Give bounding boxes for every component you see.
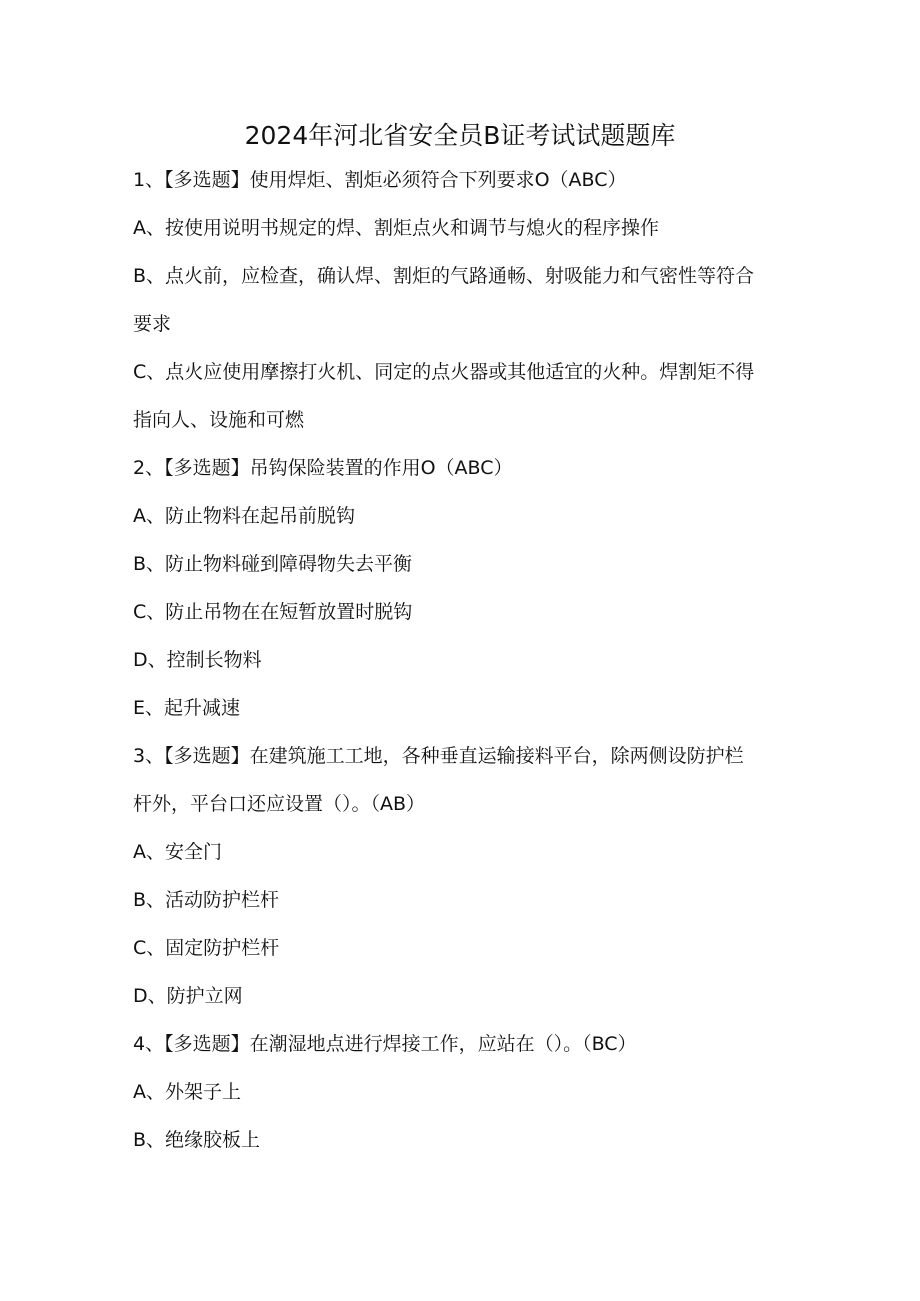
- question-2-option-a: A、防止物料在起吊前脱钩: [133, 505, 355, 527]
- question-1-option-c-cont: 指向人、设施和可燃: [133, 409, 305, 431]
- question-1-option-b-cont: 要求: [133, 313, 172, 335]
- question-3-option-c: C、固定防护栏杆: [133, 937, 280, 959]
- question-2-option-c: C、防止吊物在在短暂放置时脱钩: [133, 601, 413, 623]
- question-1-option-a: A、按使用说明书规定的焊、割炬点火和调节与熄火的程序操作: [133, 217, 659, 239]
- question-3-stem: 3、【多选题】在建筑施工工地，各种垂直运输接料平台，除两侧设防护栏: [133, 745, 744, 767]
- question-1-stem: 1、【多选题】使用焊炬、割炬必须符合下列要求O（ABC）: [133, 169, 627, 191]
- question-3-option-d: D、防护立网: [133, 985, 243, 1007]
- question-2-option-d: D、控制长物料: [133, 649, 262, 671]
- question-2-option-b: B、防止物料碰到障碍物失去平衡: [133, 553, 413, 575]
- question-4-option-b: B、绝缘胶板上: [133, 1129, 261, 1151]
- question-3-stem-cont: 杆外，平台口还应设置（）。（AB）: [133, 793, 426, 815]
- question-1-option-b: B、点火前，应检查，确认焊、割炬的气路通畅、射吸能力和气密性等符合: [133, 265, 755, 287]
- question-3-option-b: B、活动防护栏杆: [133, 889, 280, 911]
- question-2-stem: 2、【多选题】吊钩保险装置的作用O（ABC）: [133, 457, 513, 479]
- question-4-option-a: A、外架子上: [133, 1081, 241, 1103]
- question-list: [133, 168, 793, 1176]
- question-1-option-c: C、点火应使用摩擦打火机、同定的点火器或其他适宜的火种。焊割矩不得: [133, 361, 755, 383]
- question-2-option-e: E、起升减速: [133, 697, 241, 719]
- question-4-stem: 4、【多选题】在潮湿地点进行焊接工作，应站在（）。（BC）: [133, 1033, 637, 1055]
- question-3-option-a: A、安全门: [133, 841, 222, 863]
- document-title: 2024年河北省安全员B证考试试题题库: [244, 121, 676, 150]
